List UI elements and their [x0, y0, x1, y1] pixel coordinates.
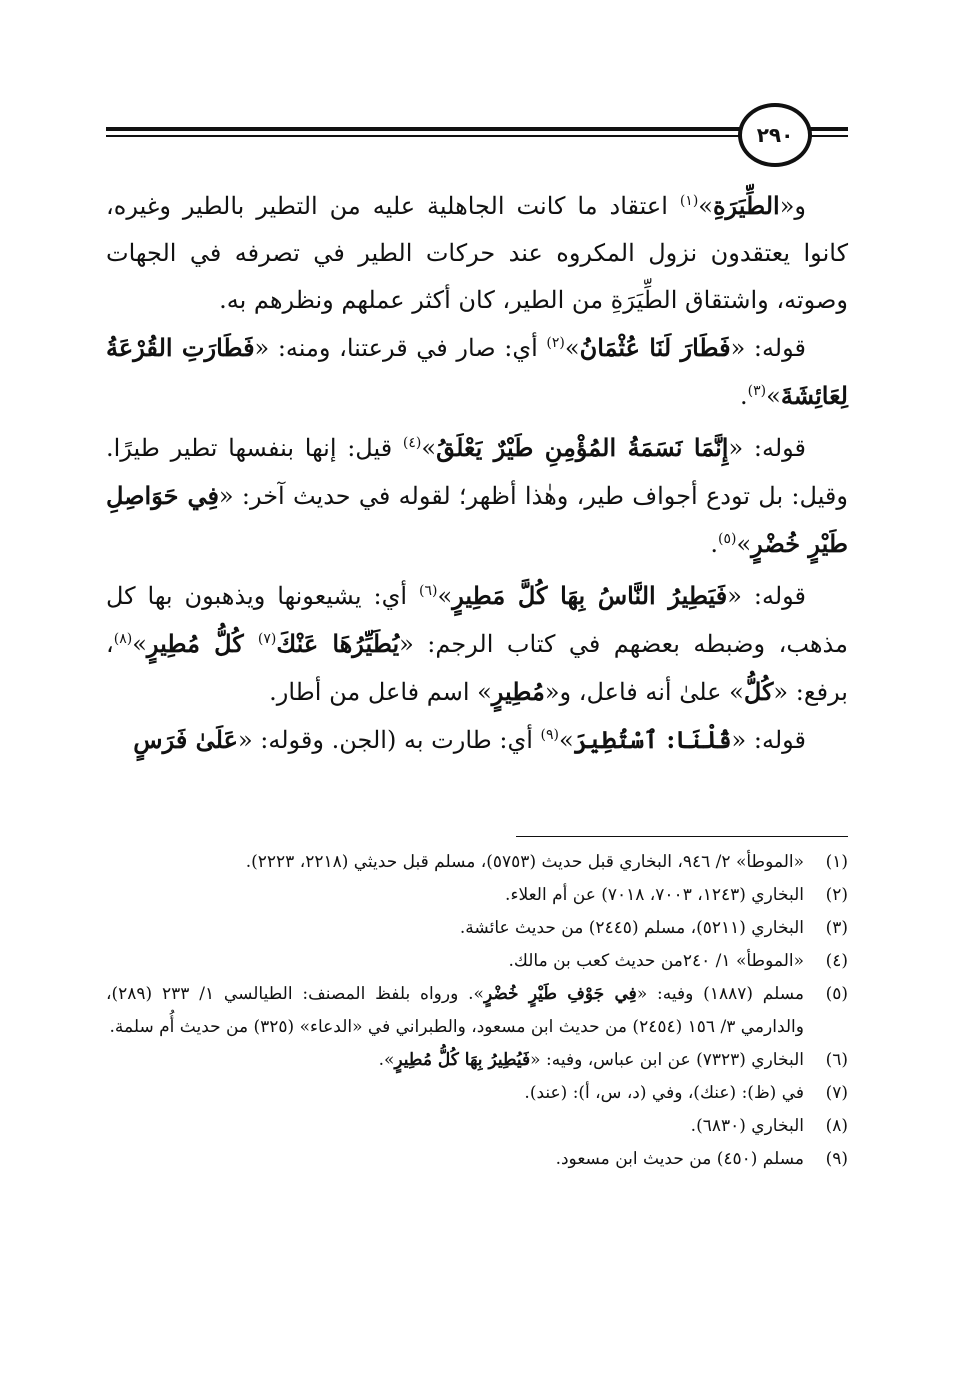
text-run: .: [710, 530, 718, 558]
footnote-separator: [516, 836, 848, 837]
text-run: »: [559, 726, 574, 754]
text-run: أي: يشيعونها ويذهبون بها كل مذهب، وضبطه بعضهم في كتاب الرجم: «: [106, 582, 849, 658]
quote-term: فَيُطِيرُ بِهَا كُلُّ مُطِيرٍ: [394, 1050, 531, 1070]
text-run: اعتقاد ما كانت الجاهلية عليه من التطير بالطير وغيره، كانوا يعتقدون نزول المكروه عند حركات الطير في تصرفه في الجهات وصوته، واشتقاق الطِّيَرَةِ من الطير، كان أكثر عملهم ونظرهم به.: [106, 192, 848, 314]
footnote-ref[interactable]: (١): [679, 193, 699, 209]
paragraph-4: [106, 572, 848, 716]
quote-term: إِنَّمَا نَسَمَةُ المُؤْمِنِ طَيْرٌ يَعْلَقُ: [436, 433, 729, 462]
text-run: قوله: «: [727, 582, 807, 610]
footnote-text: [106, 978, 804, 1044]
quote-term: عَلَىٰ فَرَسٍ: [133, 725, 238, 754]
footnote-number: (٩): [825, 1149, 848, 1169]
footnote-text: البخاري (٥٢١١)، مسلم (٢٤٤٥) من حديث عائشة.: [459, 918, 804, 938]
quote-term: فِي جَوْفِ طَيْرٍ خُضْرٍ: [483, 984, 637, 1004]
footnote-text: في (ظ): (عنك)، وفي (د، س، أ): (عند).: [524, 1083, 804, 1103]
footnote-number: (١): [825, 852, 848, 872]
footnote-ref[interactable]: (٣): [747, 383, 767, 399]
text-run: أي: طارت به (الجن. وقوله: «: [237, 726, 541, 754]
text-run: أي: صار في قرعتنا، ومنه: «: [254, 334, 547, 362]
text-run: ، برفع: «: [106, 630, 848, 706]
text-run: ». ورواه بلفظ المصنف: الطيالسي ١/ ٢٣٣ (٢٨٩)، والدارمي ٣/ ١٥٦ (٢٤٥٤) من حديث ابن مسعود، والطبراني في «الدعاء» (٣٢٥) من حديث أُم سلمة.: [106, 984, 804, 1037]
footnote-9: [106, 1143, 848, 1176]
footnote-ref[interactable]: (٧): [257, 631, 277, 647]
quote-term: مُطِيرٍ: [491, 677, 545, 706]
footnote-1: [106, 846, 848, 879]
header-rule-thin: [106, 135, 746, 137]
text-run: »: [564, 334, 580, 362]
footnote-number: (٦): [825, 1050, 848, 1070]
footnote-text: البخاري (١٢٤٣، ٧٠٠٣، ٧٠١٨) عن أم العلاء.: [505, 885, 804, 905]
footnotes: [106, 846, 848, 1176]
header-rule-right-thick: [808, 127, 848, 131]
page-number-badge: [738, 103, 812, 167]
quote-term: فِي حَوَاصِلِ طَيْرٍ خُضْرٍ: [106, 481, 848, 558]
footnote-ref[interactable]: (٥): [718, 531, 737, 547]
footnote-3: [106, 912, 848, 945]
quote-term: يُطَيِّرُهَا عَنْكَ: [276, 629, 400, 658]
footnote-text: «الموطأ» ١/ ٢٤٠من حديث كعب بن مالك.: [508, 951, 804, 971]
footnote-text: «الموطأ» ٢/ ٩٤٦، البخاري قبل حديث (٥٧٥٣)، مسلم قبل حديثي (٢٢١٨، ٢٢٢٣).: [245, 852, 804, 872]
footnote-ref[interactable]: (٨): [113, 631, 133, 647]
footnote-ref[interactable]: (٩): [540, 727, 560, 743]
text-run: »: [698, 192, 713, 220]
footnote-5: [106, 978, 848, 1044]
footnote-ref[interactable]: (٢): [546, 335, 565, 351]
page-number: ٢٩٠: [756, 123, 794, 147]
paragraph-3: [106, 424, 848, 568]
text-run: البخاري (٧٣٢٣) عن ابن عباس، وفيه: «: [530, 1050, 804, 1070]
text-run: ».: [378, 1050, 395, 1070]
footnote-text: مسلم (٤٥٠) من حديث ابن مسعود.: [555, 1149, 804, 1169]
text-run: مسلم (١٨٨٧) وفيه: «: [636, 984, 805, 1004]
footnote-text: [106, 1044, 804, 1077]
paragraph-2: [106, 324, 848, 420]
quote-term: فَطَارَتِ القُرْعَةُ لِعَائِشَةَ: [106, 333, 848, 410]
text-run: »: [766, 382, 781, 410]
footnote-6: [106, 1044, 848, 1077]
quote-term: قُلْنَا: ٱسْتُطِيرَ: [573, 725, 732, 754]
text-run: »: [437, 582, 453, 610]
quote-term: كُلُّ: [743, 677, 774, 706]
main-text: [106, 182, 848, 764]
text-run: »: [421, 434, 437, 462]
text-run: »: [736, 530, 752, 558]
text-run: » علىٰ أنه فاعل، و«: [544, 678, 744, 706]
header-rule-thick: [106, 127, 746, 131]
text-run: » اسم فاعل من أطار.: [269, 678, 492, 706]
text-run: .: [740, 382, 748, 410]
footnote-4: [106, 945, 848, 978]
footnote-text: البخاري (٦٨٣٠).: [690, 1116, 804, 1136]
paragraph-5: [106, 716, 848, 764]
paragraph-1: [106, 182, 848, 324]
footnote-8: [106, 1110, 848, 1143]
text-run: قوله: «: [728, 434, 806, 462]
footnote-number: (٥): [825, 984, 848, 1004]
footnote-number: (٣): [825, 918, 848, 938]
quote-term: كُلُّ مُطِيرٍ: [146, 629, 258, 658]
footnote-7: [106, 1077, 848, 1110]
footnote-number: (٧): [825, 1083, 848, 1103]
text-run: قوله: «: [731, 726, 806, 754]
quote-term: فَطَارَ لَنَا عُثْمَانُ: [579, 333, 731, 362]
footnote-ref[interactable]: (٤): [402, 435, 422, 451]
text-run: قيل: إنها بنفسها تطير طيرًا. وقيل: بل تودع أجواف طير، وهٰذا أظهر؛ لقوله في حديث آخر: «: [106, 434, 848, 510]
text-run: »: [132, 630, 147, 658]
header-rule: [106, 127, 848, 141]
footnote-number: (٢): [825, 885, 848, 905]
quote-term: فَيَطِيرُ النَّاسُ بِهَا كُلَّ مَطِيرٍ: [452, 581, 728, 610]
footnote-number: (٨): [825, 1116, 848, 1136]
header-rule-right-thin: [808, 135, 848, 137]
footnote-number: (٤): [825, 951, 848, 971]
text-run: و«: [779, 192, 806, 220]
quote-term: الطِّيَرَةِ: [712, 191, 780, 220]
footnote-ref[interactable]: (٦): [419, 583, 438, 599]
text-run: قوله: «: [730, 334, 806, 362]
footnote-2: [106, 879, 848, 912]
